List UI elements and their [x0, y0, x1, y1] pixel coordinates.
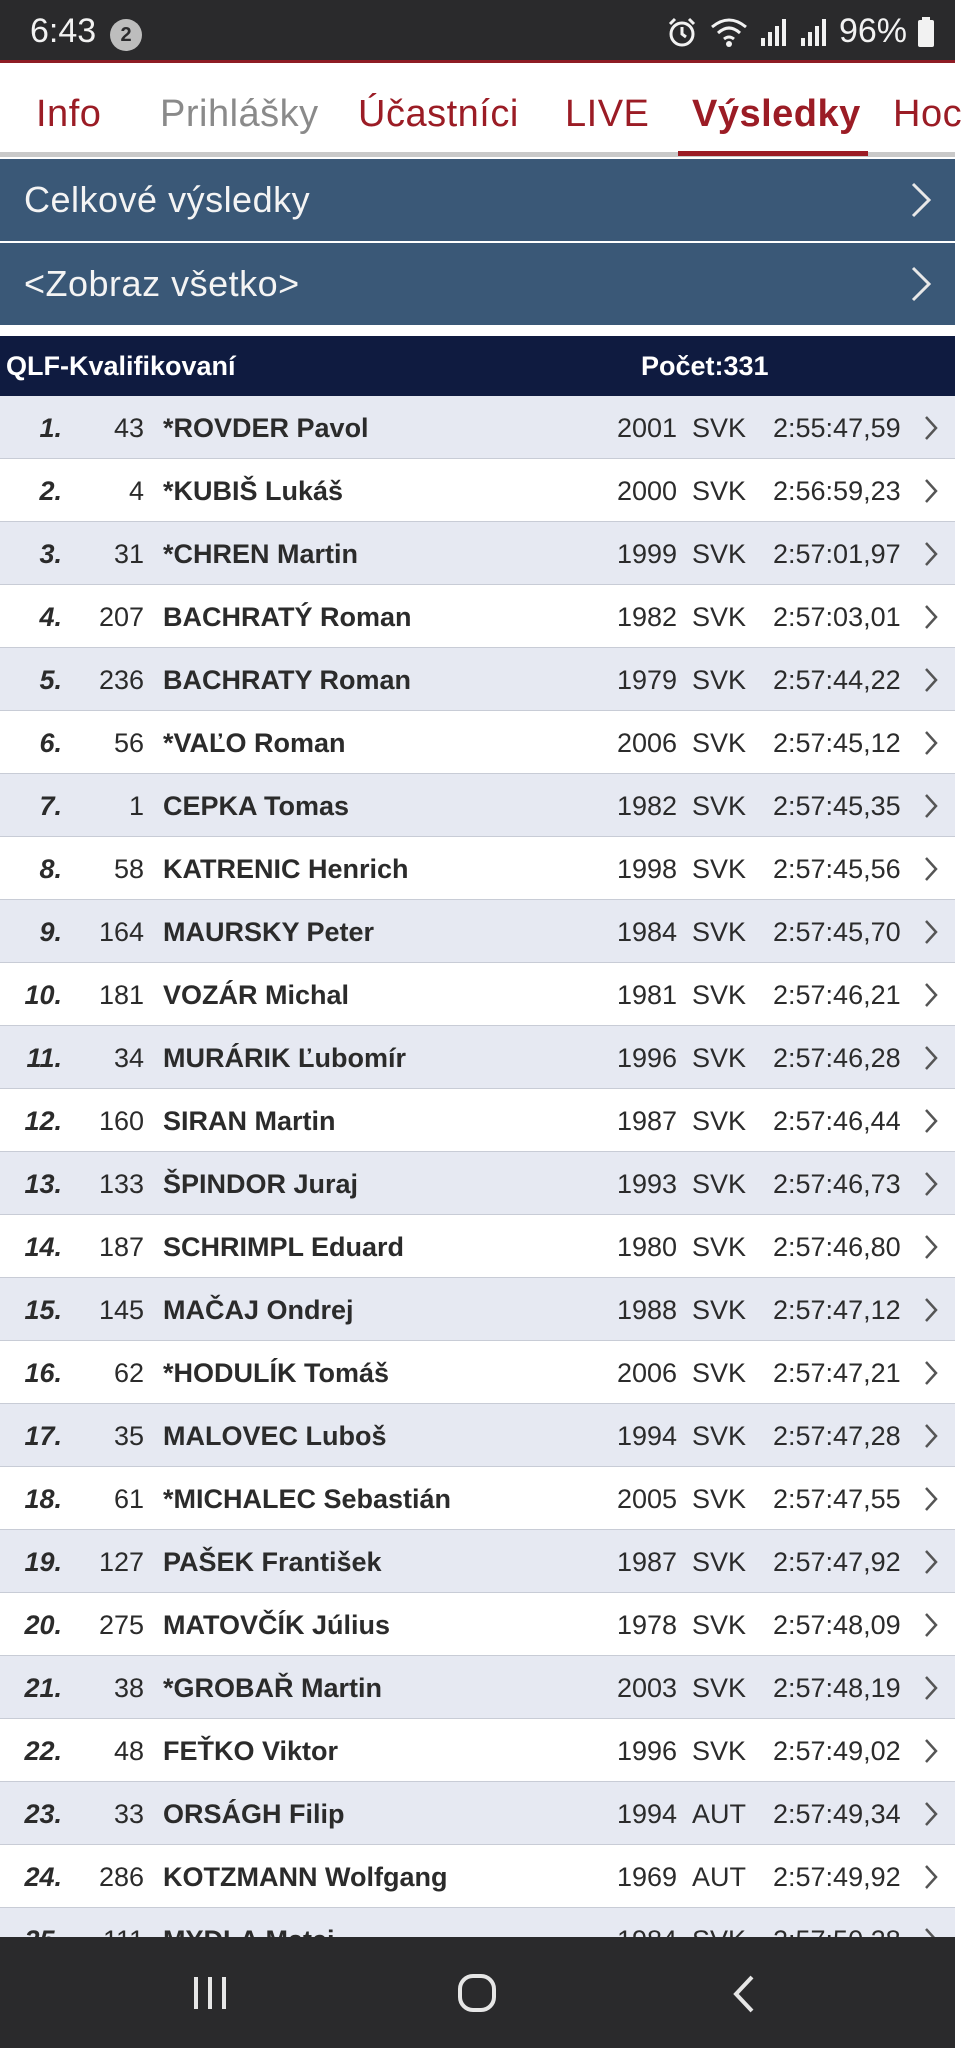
- athlete-name-cell: PAŠEK František: [163, 1547, 382, 1577]
- nationality-cell: AUT: [692, 1799, 746, 1829]
- rank-cell: 22.: [24, 1736, 62, 1766]
- bib-number-cell: 133: [98, 1169, 144, 1199]
- nationality-cell: SVK: [692, 728, 747, 758]
- nationality-cell: SVK: [692, 1736, 747, 1766]
- nationality-cell: SVK: [692, 1673, 747, 1703]
- rank-cell: 16.: [24, 1358, 62, 1388]
- birth-year-cell: 2005: [617, 1484, 678, 1514]
- rank-cell: 1.: [39, 413, 62, 443]
- result-row[interactable]: [0, 522, 955, 585]
- rank-cell: 12.: [24, 1106, 62, 1136]
- finish-time-cell: 2:57:47,12: [773, 1295, 901, 1325]
- tab-ucastnici[interactable]: Účastníci: [358, 93, 519, 135]
- bib-number-cell: 33: [113, 1799, 144, 1829]
- athlete-name-cell: MAURSKY Peter: [163, 917, 375, 947]
- finish-time-cell: 2:57:44,22: [773, 665, 901, 695]
- athlete-name-cell: KATRENIC Henrich: [163, 854, 409, 884]
- finish-time-cell: 2:56:59,23: [773, 476, 901, 506]
- athlete-name-cell: *GROBAŘ Martin: [163, 1673, 383, 1703]
- chevron-right-icon: [923, 667, 939, 700]
- results-table-header: [0, 336, 955, 396]
- chevron-right-icon: [923, 1801, 939, 1834]
- bib-number-cell: 187: [98, 1232, 144, 1262]
- finish-time-cell: 2:57:46,80: [773, 1232, 901, 1262]
- chevron-right-icon: [923, 1045, 939, 1078]
- bib-number-cell: 34: [113, 1043, 144, 1073]
- result-row[interactable]: [0, 1278, 955, 1341]
- chevron-right-icon: [923, 1234, 939, 1267]
- nationality-cell: SVK: [692, 476, 747, 506]
- status-bar: [0, 0, 955, 60]
- tab-live[interactable]: LIVE: [565, 93, 650, 135]
- rank-cell: 14.: [24, 1232, 62, 1262]
- system-navigation-bar: [0, 1937, 955, 2048]
- finish-time-cell: 2:57:47,92: [773, 1547, 901, 1577]
- rank-cell: 23.: [24, 1799, 62, 1829]
- nationality-cell: SVK: [692, 1232, 747, 1262]
- rank-cell: 15.: [24, 1295, 62, 1325]
- birth-year-cell: 1982: [617, 602, 678, 632]
- chevron-right-icon: [923, 1612, 939, 1645]
- active-tab-indicator: [678, 151, 868, 156]
- rank-cell: 24.: [24, 1862, 62, 1892]
- nationality-cell: SVK: [692, 980, 747, 1010]
- result-row[interactable]: [0, 1782, 955, 1845]
- chevron-right-icon: [923, 541, 939, 574]
- show-all-label: <Zobraz všetko>: [24, 263, 300, 304]
- results-list: [0, 396, 955, 1971]
- athlete-name-cell: *KUBIŠ Lukáš: [163, 476, 344, 506]
- status-icons: [665, 12, 935, 51]
- birth-year-cell: 2001: [617, 413, 678, 443]
- chevron-right-icon: [923, 1864, 939, 1897]
- finish-time-cell: 2:57:03,01: [773, 602, 901, 632]
- nationality-cell: SVK: [692, 413, 747, 443]
- rank-cell: 11.: [26, 1043, 62, 1073]
- result-count: Počet:331: [641, 351, 769, 381]
- result-row[interactable]: [0, 1215, 955, 1278]
- chevron-right-icon: [923, 730, 939, 763]
- birth-year-cell: 2006: [617, 1358, 678, 1388]
- bib-number-cell: 62: [113, 1358, 144, 1388]
- rank-cell: 2.: [39, 476, 62, 506]
- bib-number-cell: 286: [98, 1862, 144, 1892]
- athlete-name-cell: MATOVČÍK Július: [163, 1610, 391, 1640]
- athlete-name-cell: VOZÁR Michal: [163, 980, 350, 1010]
- rank-cell: 6.: [39, 728, 62, 758]
- birth-year-cell: 1987: [617, 1547, 678, 1577]
- category-label: QLF-Kvalifikovaní: [6, 351, 236, 381]
- bib-number-cell: 145: [98, 1295, 144, 1325]
- finish-time-cell: 2:57:46,73: [773, 1169, 901, 1199]
- result-row[interactable]: [0, 1656, 955, 1719]
- result-row[interactable]: [0, 585, 955, 648]
- chevron-right-icon: [923, 1171, 939, 1204]
- result-row[interactable]: [0, 1089, 955, 1152]
- athlete-name-cell: KOTZMANN Wolfgang: [163, 1862, 448, 1892]
- result-row[interactable]: [0, 459, 955, 522]
- nationality-cell: SVK: [692, 1169, 747, 1199]
- result-row[interactable]: [0, 396, 955, 459]
- nationality-cell: SVK: [692, 1106, 747, 1136]
- athlete-name-cell: SCHRIMPL Eduard: [163, 1232, 405, 1262]
- battery-percentage: 96%: [838, 12, 907, 50]
- rank-cell: 13.: [24, 1169, 62, 1199]
- birth-year-cell: 1996: [617, 1043, 678, 1073]
- birth-year-cell: 1979: [617, 665, 678, 695]
- birth-year-cell: 1999: [617, 539, 678, 569]
- nationality-cell: AUT: [692, 1862, 746, 1892]
- finish-time-cell: 2:57:49,34: [773, 1799, 901, 1829]
- chevron-right-icon: [923, 982, 939, 1015]
- show-all-row[interactable]: [0, 243, 955, 325]
- athlete-name-cell: *ROVDER Pavol: [163, 413, 369, 443]
- finish-time-cell: 2:57:48,09: [773, 1610, 901, 1640]
- bib-number-cell: 56: [113, 728, 144, 758]
- result-row[interactable]: [0, 1719, 955, 1782]
- nationality-cell: SVK: [692, 1043, 747, 1073]
- result-row[interactable]: [0, 837, 955, 900]
- chevron-right-icon: [923, 604, 939, 637]
- birth-year-cell: 1980: [617, 1232, 678, 1262]
- wifi-icon: [709, 15, 749, 49]
- result-row[interactable]: [0, 900, 955, 963]
- tab-hodnotenie[interactable]: Hoc: [893, 93, 962, 135]
- finish-time-cell: 2:55:47,59: [773, 413, 901, 443]
- finish-time-cell: 2:57:45,12: [773, 728, 901, 758]
- rank-cell: 8.: [39, 854, 62, 884]
- nationality-cell: SVK: [692, 1610, 747, 1640]
- result-row[interactable]: [0, 648, 955, 711]
- athlete-name-cell: SIRAN Martin: [163, 1106, 336, 1136]
- result-row[interactable]: [0, 774, 955, 837]
- birth-year-cell: 1994: [617, 1421, 678, 1451]
- finish-time-cell: 2:57:46,44: [773, 1106, 901, 1136]
- bib-number-cell: 31: [113, 539, 144, 569]
- result-row[interactable]: [0, 1026, 955, 1089]
- chevron-right-icon: [923, 1297, 939, 1330]
- rank-cell: 20.: [24, 1610, 62, 1640]
- result-row[interactable]: [0, 1341, 955, 1404]
- birth-year-cell: 1978: [617, 1610, 678, 1640]
- finish-time-cell: 2:57:49,02: [773, 1736, 901, 1766]
- status-time: 6:43: [30, 12, 97, 50]
- bib-number-cell: 275: [98, 1610, 144, 1640]
- finish-time-cell: 2:57:47,28: [773, 1421, 901, 1451]
- bib-number-cell: 236: [98, 665, 144, 695]
- rank-cell: 3.: [39, 539, 62, 569]
- athlete-name-cell: *VAĽO Roman: [163, 728, 346, 758]
- chevron-right-icon: [923, 919, 939, 952]
- overall-results-label: Celkové výsledky: [24, 179, 311, 220]
- nationality-cell: SVK: [692, 1358, 747, 1388]
- birth-year-cell: 1987: [617, 1106, 678, 1136]
- result-row[interactable]: [0, 1530, 955, 1593]
- alarm-icon: [665, 15, 699, 49]
- rank-cell: 7.: [39, 791, 62, 821]
- finish-time-cell: 2:57:46,28: [773, 1043, 901, 1073]
- overall-results-row[interactable]: [0, 159, 955, 241]
- birth-year-cell: 2000: [617, 476, 678, 506]
- athlete-name-cell: *CHREN Martin: [163, 539, 359, 569]
- athlete-name-cell: MAČAJ Ondrej: [163, 1295, 354, 1325]
- bib-number-cell: 58: [113, 854, 144, 884]
- tab-vysledky[interactable]: Výsledky: [692, 93, 861, 135]
- finish-time-cell: 2:57:45,70: [773, 917, 901, 947]
- finish-time-cell: 2:57:01,97: [773, 539, 901, 569]
- athlete-name-cell: MALOVEC Luboš: [163, 1421, 387, 1451]
- rank-cell: 4.: [39, 602, 62, 632]
- bib-number-cell: 127: [98, 1547, 144, 1577]
- bib-number-cell: 35: [113, 1421, 144, 1451]
- rank-cell: 9.: [39, 917, 62, 947]
- result-row[interactable]: [0, 1152, 955, 1215]
- athlete-name-cell: *HODULÍK Tomáš: [163, 1358, 390, 1388]
- birth-year-cell: 1996: [617, 1736, 678, 1766]
- bib-number-cell: 38: [113, 1673, 144, 1703]
- bib-number-cell: 164: [98, 917, 144, 947]
- nationality-cell: SVK: [692, 1295, 747, 1325]
- birth-year-cell: 1984: [617, 917, 678, 947]
- nationality-cell: SVK: [692, 854, 747, 884]
- chevron-right-icon: [923, 1738, 939, 1771]
- bib-number-cell: 48: [113, 1736, 144, 1766]
- nationality-cell: SVK: [692, 665, 747, 695]
- chevron-right-icon: [923, 1423, 939, 1456]
- chevron-right-icon: [923, 415, 939, 448]
- finish-time-cell: 2:57:45,56: [773, 854, 901, 884]
- athlete-name-cell: CEPKA Tomas: [163, 791, 350, 821]
- tab-prihlasky[interactable]: Prihlášky: [160, 93, 319, 135]
- rank-cell: 10.: [24, 980, 62, 1010]
- birth-year-cell: 1994: [617, 1799, 678, 1829]
- rank-cell: 21.: [24, 1673, 62, 1703]
- result-row[interactable]: [0, 1404, 955, 1467]
- nationality-cell: SVK: [692, 1547, 747, 1577]
- chevron-right-icon: [923, 856, 939, 889]
- finish-time-cell: 2:57:46,21: [773, 980, 901, 1010]
- bib-number-cell: 43: [113, 413, 144, 443]
- chevron-right-icon: [923, 1360, 939, 1393]
- tab-info[interactable]: Info: [36, 93, 102, 135]
- chevron-right-icon: [923, 1549, 939, 1582]
- athlete-name-cell: FEŤKO Viktor: [163, 1736, 339, 1766]
- birth-year-cell: 1998: [617, 854, 678, 884]
- birth-year-cell: 1969: [617, 1862, 678, 1892]
- bib-number-cell: 160: [98, 1106, 144, 1136]
- result-row[interactable]: [0, 1593, 955, 1656]
- athlete-name-cell: ŠPINDOR Juraj: [163, 1169, 359, 1199]
- signal-icon: [759, 16, 789, 48]
- result-row[interactable]: [0, 963, 955, 1026]
- finish-time-cell: 2:57:48,19: [773, 1673, 901, 1703]
- nationality-cell: SVK: [692, 1484, 747, 1514]
- chevron-right-icon: [923, 478, 939, 511]
- finish-time-cell: 2:57:49,92: [773, 1862, 901, 1892]
- rank-cell: 18.: [24, 1484, 62, 1514]
- chevron-right-icon: [923, 793, 939, 826]
- rank-cell: 17.: [24, 1421, 62, 1451]
- notification-count-badge: 2: [110, 19, 142, 51]
- finish-time-cell: 2:57:45,35: [773, 791, 901, 821]
- athlete-name-cell: ORSÁGH Filip: [163, 1799, 345, 1829]
- birth-year-cell: 2006: [617, 728, 678, 758]
- result-row[interactable]: [0, 1467, 955, 1530]
- nationality-cell: SVK: [692, 1421, 747, 1451]
- birth-year-cell: 2003: [617, 1673, 678, 1703]
- birth-year-cell: 1988: [617, 1295, 678, 1325]
- signal-icon-2: [799, 16, 829, 48]
- athlete-name-cell: BACHRATÝ Roman: [163, 602, 412, 632]
- athlete-name-cell: MURÁRIK Ľubomír: [163, 1043, 406, 1073]
- chevron-right-icon: [923, 1486, 939, 1519]
- bib-number-cell: 4: [128, 476, 144, 506]
- bib-number-cell: 181: [98, 980, 144, 1010]
- nationality-cell: SVK: [692, 539, 747, 569]
- finish-time-cell: 2:57:47,55: [773, 1484, 901, 1514]
- chevron-right-icon: [923, 1108, 939, 1141]
- rank-cell: 19.: [24, 1547, 62, 1577]
- athlete-name-cell: BACHRATY Roman: [163, 665, 412, 695]
- chevron-right-icon: [909, 181, 933, 228]
- finish-time-cell: 2:57:47,21: [773, 1358, 901, 1388]
- nationality-cell: SVK: [692, 917, 747, 947]
- athlete-name-cell: *MICHALEC Sebastián: [163, 1484, 452, 1514]
- chevron-right-icon: [923, 1675, 939, 1708]
- birth-year-cell: 1982: [617, 791, 678, 821]
- nationality-cell: SVK: [692, 602, 747, 632]
- nationality-cell: SVK: [692, 791, 747, 821]
- result-row[interactable]: [0, 711, 955, 774]
- bib-number-cell: 61: [113, 1484, 144, 1514]
- birth-year-cell: 1993: [617, 1169, 678, 1199]
- result-row[interactable]: [0, 1845, 955, 1908]
- bib-number-cell: 1: [128, 791, 144, 821]
- tab-bar: [0, 63, 962, 157]
- bib-number-cell: 207: [98, 602, 144, 632]
- rank-cell: 5.: [39, 665, 62, 695]
- chevron-right-icon: [909, 265, 933, 312]
- battery-icon: [917, 16, 935, 48]
- birth-year-cell: 1981: [617, 980, 678, 1010]
